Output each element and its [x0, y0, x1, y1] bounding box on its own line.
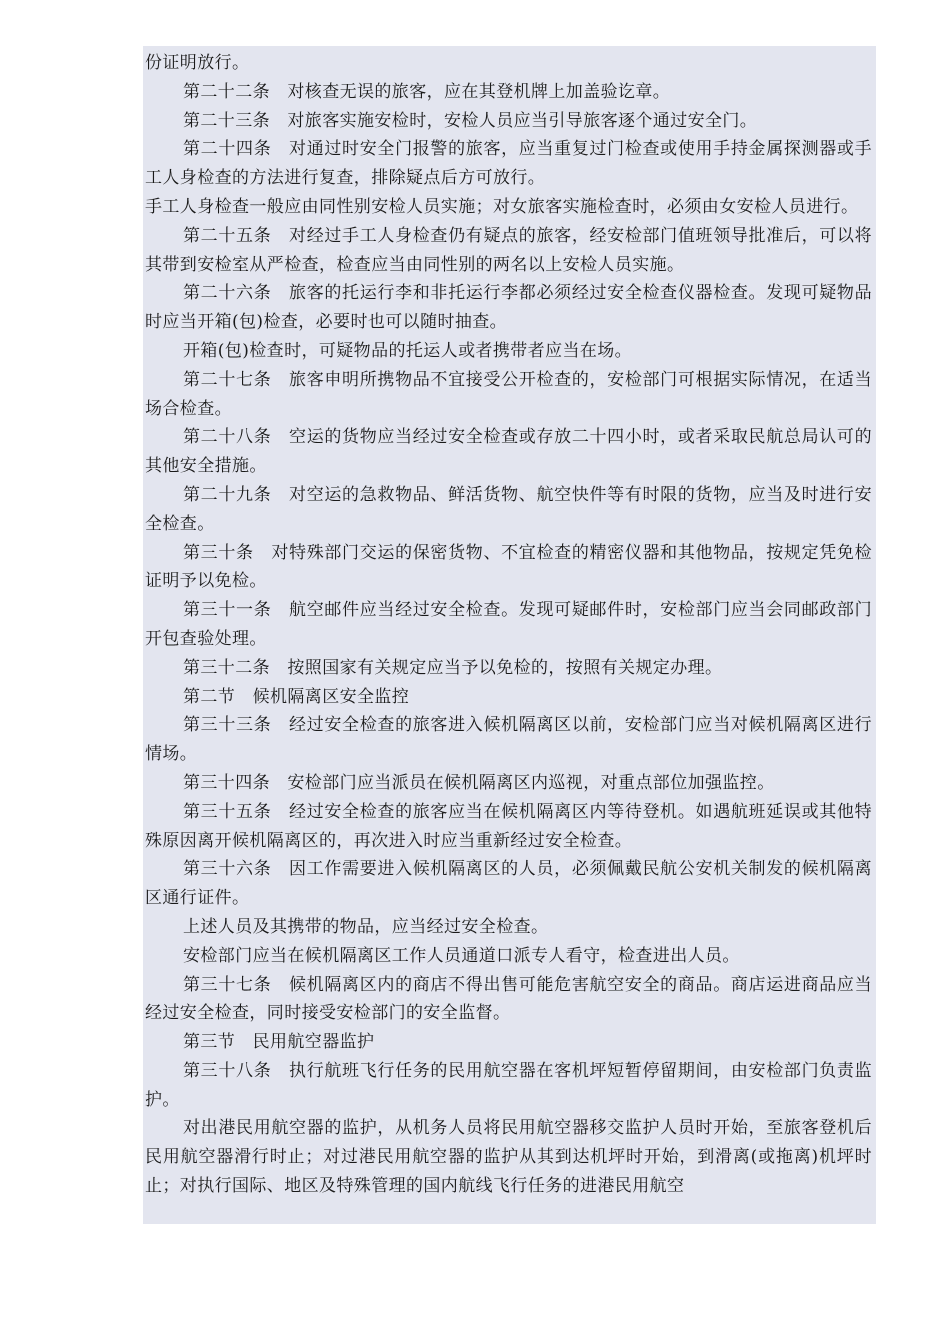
article-37: 第三十七条 候机隔离区内的商店不得出售可能危害航空安全的商品。商店运进商品应当经过安全检查，同时接受安检部门的安全监督。	[145, 974, 872, 1024]
article-32: 第三十二条 按照国家有关规定应当予以免检的，按照有关规定办理。	[183, 657, 723, 678]
paragraph: 手工人身检查一般应由同性别安检人员实施；对女旅客实施检查时，必须由女安检人员进行。	[145, 196, 859, 217]
article-28: 第二十八条 空运的货物应当经过安全检查或存放二十四小时，或者采取民航总局认可的其他安全措施。	[145, 427, 872, 477]
article-23: 第二十三条 对旅客实施安检时，安检人员应当引导旅客逐个通过安全门。	[183, 110, 758, 131]
paragraph: 上述人员及其携带的物品，应当经过安全检查。	[183, 916, 549, 937]
document-text-block	[143, 46, 876, 1224]
article-29: 第二十九条 对空运的急救物品、鲜活货物、航空快件等有时限的货物，应当及时进行安全检查。	[145, 484, 872, 534]
article-35: 第三十五条 经过安全检查的旅客应当在候机隔离区内等待登机。如遇航班延误或其他特殊原因离开候机隔离区的，再次进入时应当重新经过安全检查。	[145, 801, 872, 851]
article-33: 第三十三条 经过安全检查的旅客进入候机隔离区以前，安检部门应当对候机隔离区进行情场。	[145, 715, 872, 765]
section-heading: 第三节 民用航空器监护	[183, 1032, 375, 1053]
article-38: 第三十八条 执行航班飞行任务的民用航空器在客机坪短暂停留期间，由安检部门负责监护。	[145, 1060, 872, 1110]
article-34: 第三十四条 安检部门应当派员在候机隔离区内巡视，对重点部位加强监控。	[183, 772, 775, 793]
article-30: 第三十条 对特殊部门交运的保密货物、不宜检查的精密仪器和其他物品，按规定凭免检证明予以免检。	[145, 542, 872, 592]
article-22: 第二十二条 对核查无误的旅客，应在其登机牌上加盖验讫章。	[183, 81, 671, 102]
article-31: 第三十一条 航空邮件应当经过安全检查。发现可疑邮件时，安检部门应当会同邮政部门开包查验处理。	[145, 600, 872, 649]
paragraph: 份证明放行。	[145, 53, 250, 73]
article-36: 第三十六条 因工作需要进入候机隔离区的人员，必须佩戴民航公安机关制发的候机隔离区通行证件。	[145, 859, 872, 909]
paragraph: 安检部门应当在候机隔离区工作人员通道口派专人看守，检查进出人员。	[183, 945, 740, 966]
article-25: 第二十五条 对经过手工人身检查仍有疑点的旅客，经安检部门值班领导批准后，可以将其带到安检室从严检查，检查应当由同性别的两名以上安检人员实施。	[145, 225, 872, 275]
article-26: 第二十六条 旅客的托运行李和非托运行李都必须经过安全检查仪器检查。发现可疑物品时应当开箱(包)检查，必要时也可以随时抽查。	[145, 283, 872, 333]
article-24: 第二十四条 对通过时安全门报警的旅客，应当重复过门检查或使用手持金属探测器或手工人身检查的方法进行复查，排除疑点后方可放行。	[145, 139, 872, 189]
paragraph: 开箱(包)检查时，可疑物品的托运人或者携带者应当在场。	[183, 340, 633, 361]
section-heading: 第二节 候机隔离区安全监控	[183, 686, 410, 707]
article-27: 第二十七条 旅客申明所携物品不宜接受公开检查的，安检部门可根据实际情况，在适当场合检查。	[145, 369, 872, 419]
paragraph: 对出港民用航空器的监护，从机务人员将民用航空器移交监护人员时开始，至旅客登机后民用航空器滑行时止；对过港民用航空器的监护从其到达机坪时开始，到滑离(或拖离)机坪时止；对执行国际、地区及特殊管理的国内航线飞行任务的进港民用航空	[145, 1118, 872, 1197]
